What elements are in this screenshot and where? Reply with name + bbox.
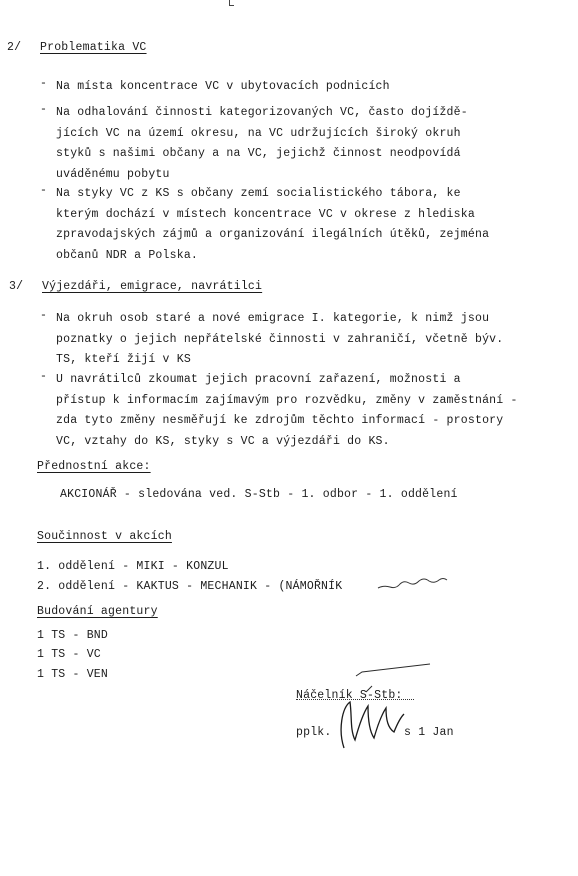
agents-line-1: 1 TS - BND bbox=[37, 629, 109, 642]
item-line: poznatky o jejich nepřátelské činnosti v zahraničí, včetně býv. bbox=[56, 332, 504, 346]
item-line: zpravodajských zájmů a organizování ilegálních útěků, zejména bbox=[56, 228, 490, 241]
signature-rank: pplk. bbox=[296, 726, 332, 739]
item-line: styků s našimi občany a na VC, jejichž činnost neodpovídá bbox=[56, 147, 461, 160]
agents-line-2: 1 TS - VC bbox=[37, 648, 101, 661]
item-line: uváděnému pobytu bbox=[56, 167, 170, 181]
agents-heading: Budování agentury bbox=[37, 605, 158, 618]
item-line: TS, kteří žijí v KS bbox=[56, 353, 191, 366]
section-3-title: Výjezdáři, emigrace, navrátilci bbox=[42, 280, 263, 293]
item-line: Na místa koncentrace VC v ubytovacích podnicích bbox=[56, 80, 390, 93]
item-line: jících VC na území okresu, na VC udržujících široký okruh bbox=[56, 126, 461, 140]
item-line: kterým dochází v místech koncentrace VC v okrese z hlediska bbox=[56, 207, 475, 221]
signature-name-suffix: s 1 Jan bbox=[404, 726, 454, 739]
priority-heading: Přednostní akce: bbox=[37, 460, 151, 473]
item-line: občanů NDR a Polska. bbox=[56, 248, 199, 262]
agents-line-3: 1 TS - VEN bbox=[37, 668, 109, 681]
signature-role: Náčelník S-Stb: bbox=[296, 689, 403, 702]
priority-line: AKCIONÁŘ - sledována ved. S-Stb - 1. odbor - 1. oddělení bbox=[60, 488, 458, 501]
item-line: VC, vztahy do KS, styky s VC a výjezdáři do KS. bbox=[56, 434, 390, 448]
item-line: Na odhalování činnosti kategorizovaných VC, často dojíždě- bbox=[56, 106, 468, 119]
item-line: Na styky VC z KS s občany zemí socialistického tábora, ke bbox=[56, 187, 461, 200]
item-line: zda tyto změny nesměřují ke zdrojům těchto informací - prostory bbox=[56, 414, 504, 427]
item-line: Na okruh osob staré a nové emigrace I. kategorie, k nimž jsou bbox=[56, 312, 490, 325]
section-2-title: Problematika VC bbox=[40, 41, 147, 54]
cooperation-line-1: 1. oddělení - MIKI - KONZUL bbox=[37, 560, 229, 573]
section-2-number: 2/ bbox=[7, 41, 22, 54]
cooperation-line-2: 2. oddělení - KAKTUS - MECHANIK - (NÁMOŘNÍK bbox=[37, 580, 343, 593]
item-line: přístup k informacím zajímavým pro rozvědku, změny v zaměstnání - bbox=[56, 393, 518, 407]
section-3-number: 3/ bbox=[9, 280, 24, 293]
document-page: 2/ Problematika VC - Na místa koncentrace VC v ubytovacích podnicích - Na odhalování činnosti kategorizovaných VC, často dojíždě- jících VC na území okresu, na VC udržujících široký okruh styků s našimi občany a na VC, jejichž činnost neodpovídá uváděnému pobytu - Na styky VC z KS s občany zemí socialistického tábora, ke kterým dochází v místech koncentrace VC v okrese z hlediska zpravodajských zájmů a organizování ilegálních útěků, zejména občanů NDR a Polska. 3/ Výjezdáři, emigrace, navrátilci - Na okruh osob staré a nové emigrace I. kategorie, k nimž jsou poznatky o jejich nepřátelské činnosti v zahraničí, včetně býv. TS, kteří žijí v KS - U navrátilců zkoumat jejich pracovní zařazení, možnosti a přístup k informacím zajímavým pro rozvědku, změny v zaměstnání - zda tyto změny nesměřují ke zdrojům těchto informací - prostory VC, vztahy do KS, styky s VC a výjezdáři do KS. Přednostní akce: AKCIONÁŘ - sledována ved. S-Stb - 1. odbor - 1. oddělení Součinnost v akcích 1. oddělení - MIKI - KONZUL 2. oddělení - KAKTUS - MECHANIK - (NÁMOŘNÍK Budování agentury 1 TS - BND 1 TS - VC 1 TS - VEN Náčelník S-Stb: pplk. s 1 Jan bbox=[0, 0, 578, 876]
item-line: U navrátilců zkoumat jejich pracovní zařazení, možnosti a bbox=[56, 373, 461, 386]
cooperation-heading: Součinnost v akcích bbox=[37, 530, 172, 543]
